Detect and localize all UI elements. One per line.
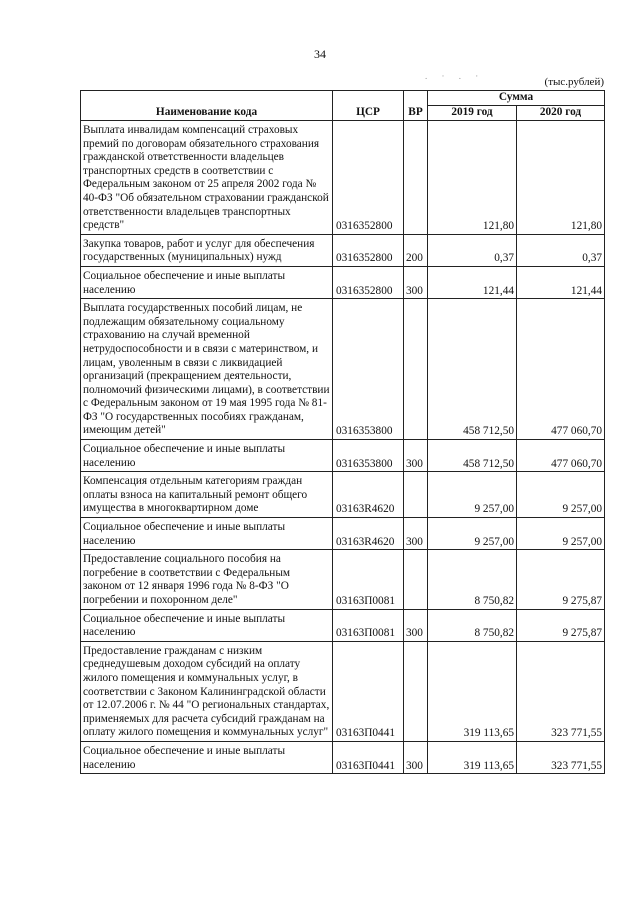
row-csr: 03163R4620 (333, 472, 404, 518)
row-sum-2020: 323 771,55 (517, 641, 605, 741)
row-csr: 03163R4620 (333, 518, 404, 550)
table-row (81, 440, 605, 472)
budget-table (80, 90, 605, 774)
row-name: Социальное обеспечение и иные выплаты населению (83, 521, 286, 547)
scan-artifact: . · . · (425, 71, 485, 81)
row-sum-2019: 9 257,00 (428, 472, 517, 518)
row-name-cell (81, 472, 333, 518)
row-csr: 0316352800 (333, 234, 404, 266)
row-sum-2019: 121,80 (428, 121, 517, 235)
units-label: (тыс.рублей) (544, 76, 604, 88)
row-name: Социальное обеспечение и иные выплаты населению (83, 744, 286, 771)
row-csr: 0316352800 (333, 266, 404, 298)
row-name-cell (81, 550, 333, 609)
table-row (81, 121, 605, 235)
row-sum-2020: 9 275,87 (517, 550, 605, 609)
row-name-cell (81, 121, 333, 235)
row-vr: 300 (404, 440, 428, 472)
header-2020: 2020 год (517, 106, 605, 121)
row-sum-2019: 458 712,50 (428, 299, 517, 440)
row-name: Предоставление социального пособия на погребение в соответствии с Федеральным законом от 12 января 1996 года № 8-ФЗ "О погребении и похоронном деле" (83, 553, 291, 606)
table-row (81, 609, 605, 641)
table-row (81, 266, 605, 298)
row-sum-2019: 121,44 (428, 266, 517, 298)
row-sum-2019: 8 750,82 (428, 609, 517, 641)
page-number: 34 (314, 47, 326, 61)
table-row (81, 550, 605, 609)
row-name: Социальное обеспечение и иные выплаты населению (83, 269, 286, 296)
row-csr: 0316353800 (333, 299, 404, 440)
row-name-cell (81, 266, 333, 298)
row-vr (404, 641, 428, 741)
table-row (81, 518, 605, 550)
row-name-cell (81, 299, 333, 440)
row-vr (404, 472, 428, 518)
row-vr: 300 (404, 741, 428, 773)
row-sum-2019: 0,37 (428, 234, 517, 266)
row-name-cell (81, 440, 333, 472)
row-name: Компенсация отдельным категориям граждан оплаты взноса на капитальный ремонт общего имущества в многоквартирном доме (83, 475, 308, 515)
header-sum: Сумма (428, 91, 605, 106)
row-name-cell (81, 234, 333, 266)
row-vr (404, 299, 428, 440)
header-2019: 2019 год (428, 106, 517, 121)
row-vr: 300 (404, 609, 428, 641)
row-sum-2019: 9 257,00 (428, 518, 517, 550)
row-sum-2019: 319 113,65 (428, 641, 517, 741)
row-name: Предоставление гражданам с низким среднедушевым доходом субсидий на оплату жилого помещения и коммунальных услуг, в соответствии с Законом Калининградской области от 12.07.2006 г. № 44 "О региональных стандартах, применяемых для расчета субсидий гражданам на оплату жилого помещения и коммунальных услуг" (83, 644, 330, 739)
row-name: Социальное обеспечение и иные выплаты населению (83, 443, 286, 469)
row-sum-2020: 477 060,70 (517, 440, 605, 472)
table-row (81, 299, 605, 440)
row-csr: 03163П0081 (333, 550, 404, 609)
row-csr: 03163П0081 (333, 609, 404, 641)
row-sum-2020: 323 771,55 (517, 741, 605, 773)
row-sum-2020: 9 275,87 (517, 609, 605, 641)
row-name: Закупка товаров, работ и услуг для обеспечения государственных (муниципальных) нужд (83, 237, 315, 264)
row-sum-2019: 8 750,82 (428, 550, 517, 609)
row-sum-2020: 477 060,70 (517, 299, 605, 440)
table-row (81, 234, 605, 266)
row-csr: 0316353800 (333, 440, 404, 472)
row-name: Социальное обеспечение и иные выплаты населению (83, 612, 286, 639)
table-row (81, 641, 605, 741)
row-sum-2020: 9 257,00 (517, 518, 605, 550)
row-name: Выплата инвалидам компенсаций страховых премий по договорам обязательного страхования гражданской ответственности владельцев транспортных средств в соответствии с Федеральным законом от 25 апреля 2002 года № 40-ФЗ "Об обязательном страховании гражданской ответственности владельцев транспортных средств" (83, 124, 329, 232)
row-name-cell (81, 518, 333, 550)
row-csr: 03163П0441 (333, 641, 404, 741)
row-csr: 03163П0441 (333, 741, 404, 773)
row-vr: 300 (404, 266, 428, 298)
row-vr (404, 550, 428, 609)
row-sum-2019: 319 113,65 (428, 741, 517, 773)
header-name: Наименование кода (81, 91, 333, 121)
row-vr (404, 121, 428, 235)
row-name-cell (81, 741, 333, 773)
header-csr: ЦСР (333, 91, 404, 121)
header-vr: ВР (404, 91, 428, 121)
row-sum-2020: 121,44 (517, 266, 605, 298)
row-sum-2020: 9 257,00 (517, 472, 605, 518)
row-sum-2020: 0,37 (517, 234, 605, 266)
row-sum-2020: 121,80 (517, 121, 605, 235)
row-name-cell (81, 609, 333, 641)
row-csr: 0316352800 (333, 121, 404, 235)
table-row (81, 741, 605, 773)
row-vr: 200 (404, 234, 428, 266)
row-name-cell (81, 641, 333, 741)
row-sum-2019: 458 712,50 (428, 440, 517, 472)
table-row (81, 472, 605, 518)
row-vr: 300 (404, 518, 428, 550)
row-name: Выплата государственных пособий лицам, не подлежащим обязательному социальному страхованию на случай временной нетрудоспособности и в связи с материнством, и лицам, уволенным в связи с ликвидацией организаций (прекращением деятельности, полномочий физическими лицами), в соответствии с Федеральным законом от 19 мая 1995 года № 81-ФЗ "О государственных пособиях гражданам, имеющим детей" (83, 302, 330, 437)
